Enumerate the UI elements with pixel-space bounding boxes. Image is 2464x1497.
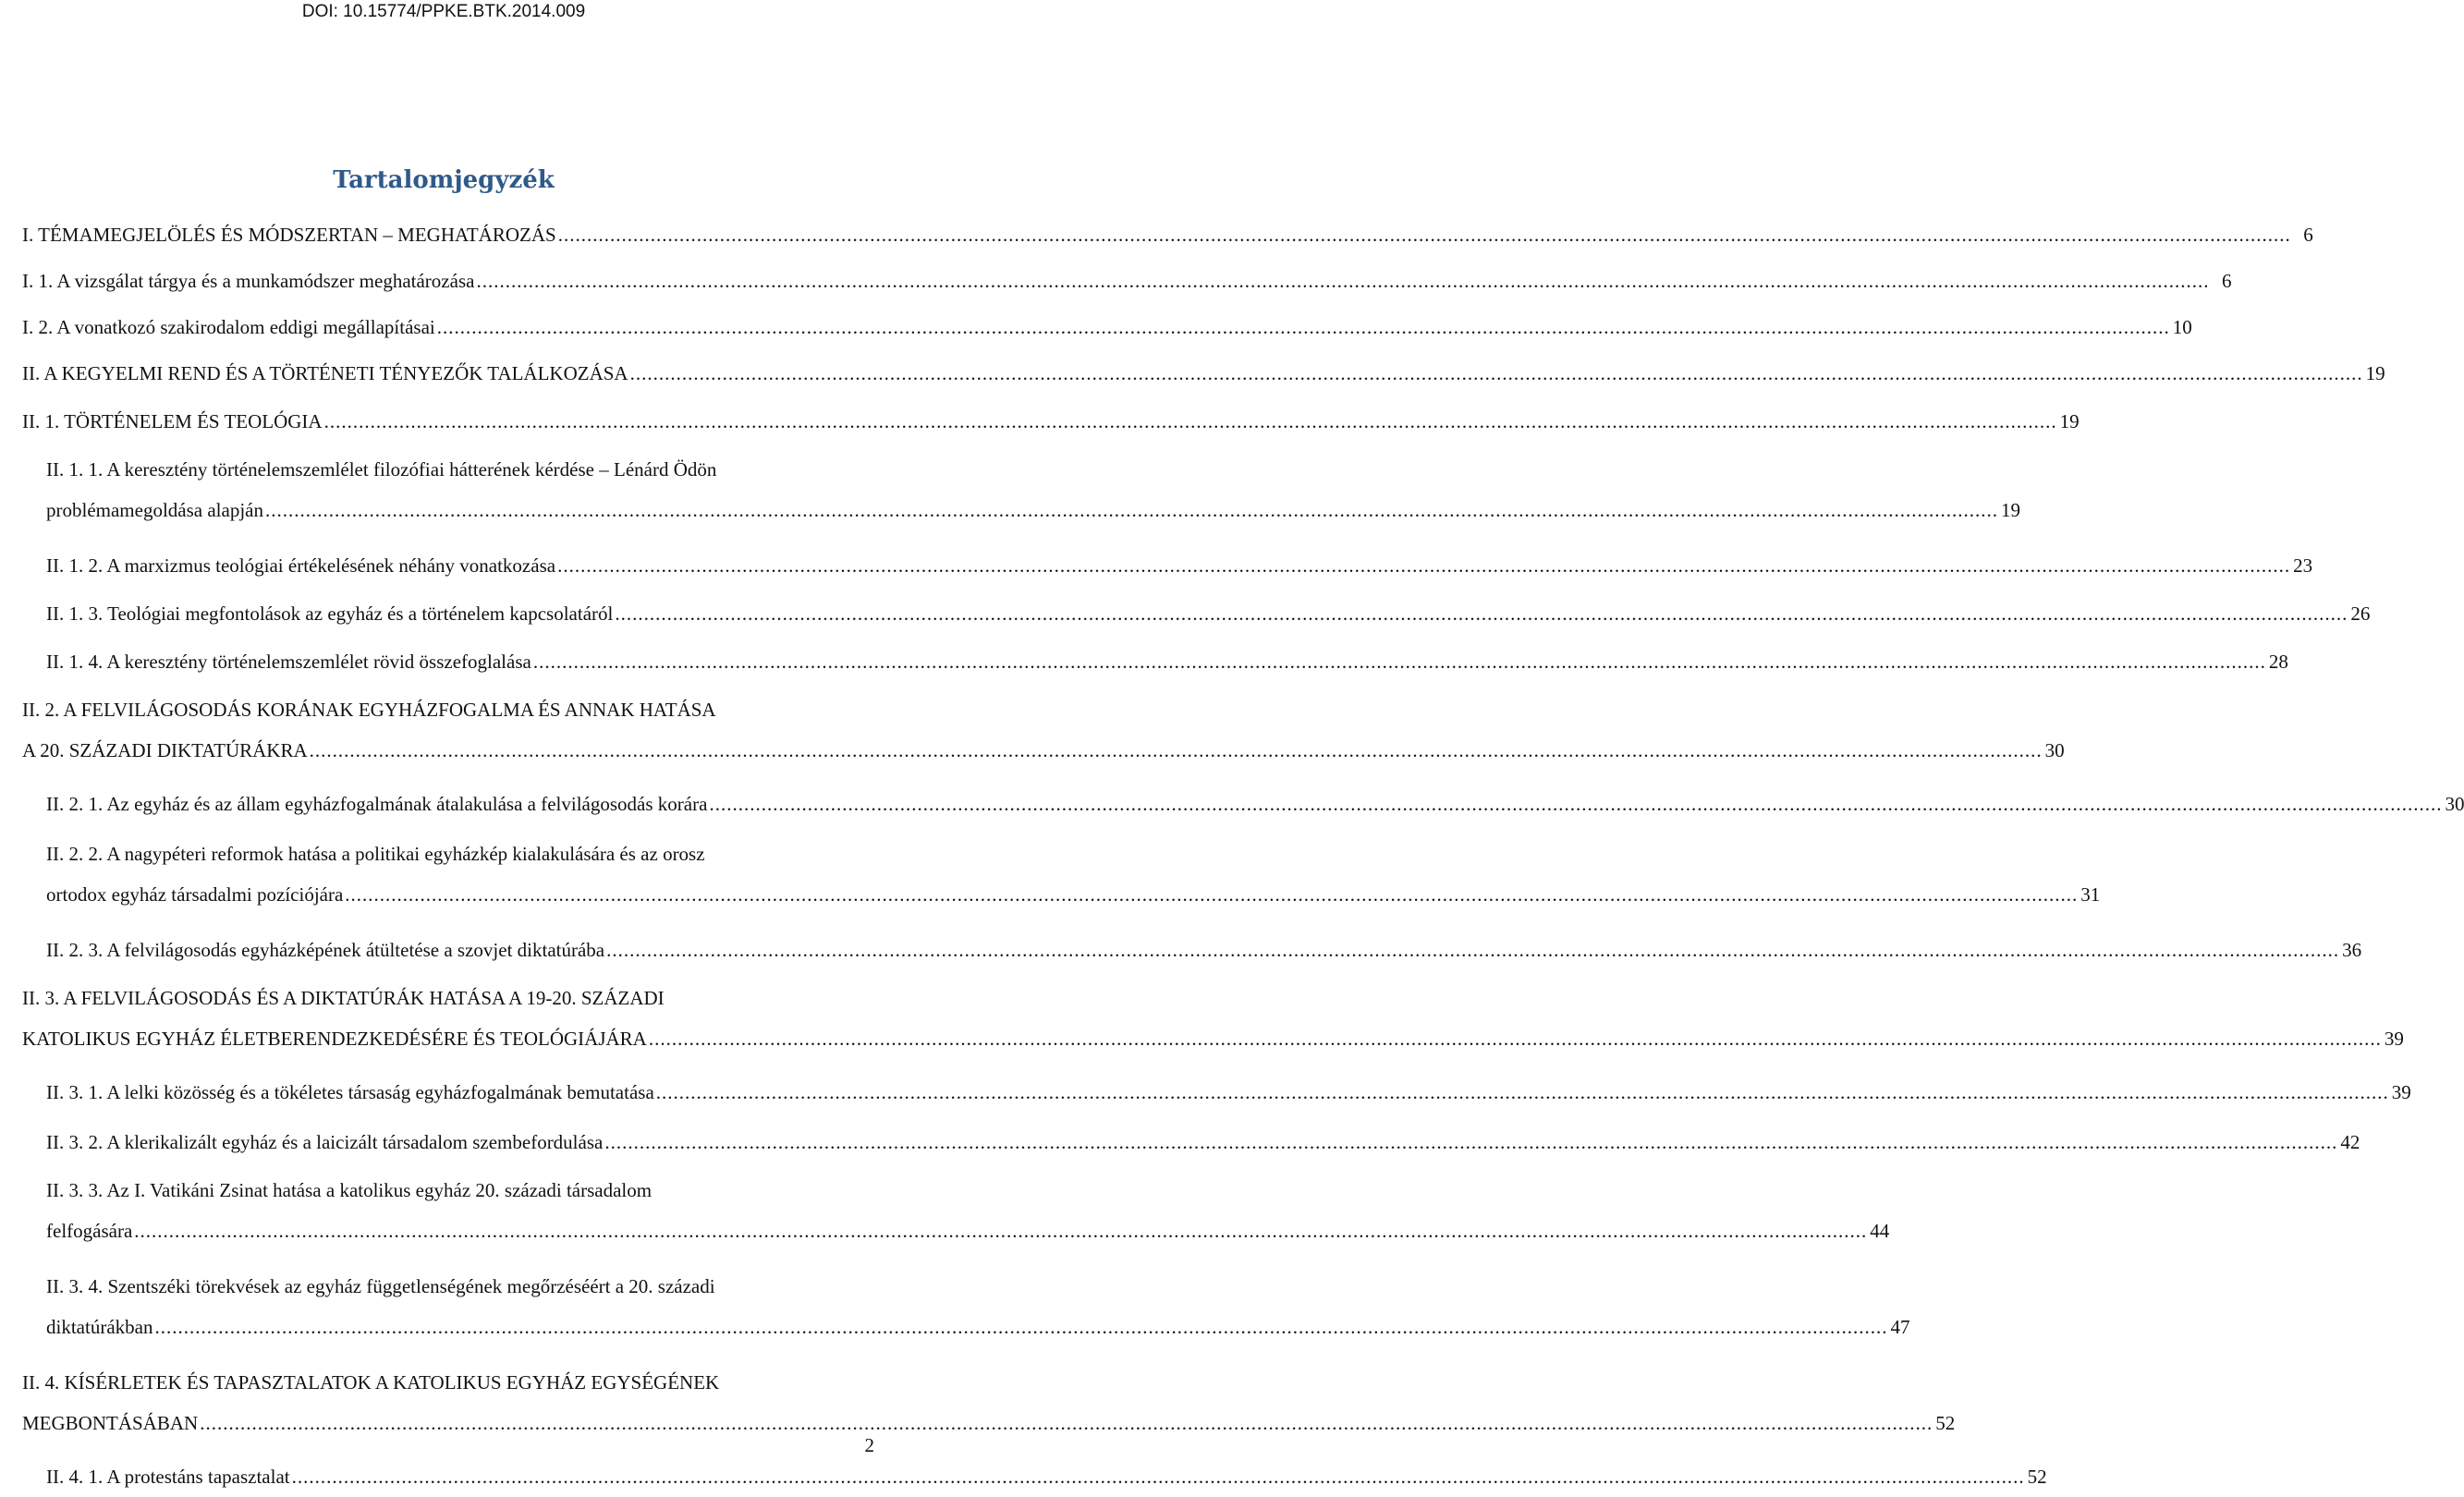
toc-entry[interactable] bbox=[22, 978, 2404, 1059]
toc-leader-dots bbox=[437, 307, 2170, 347]
toc-entry[interactable] bbox=[46, 834, 2101, 915]
toc-entry[interactable] bbox=[46, 930, 2362, 970]
toc-leader-dots bbox=[324, 401, 2057, 442]
doi-header: DOI: 10.15774/PPKE.BTK.2014.009 bbox=[301, 2, 586, 21]
toc-page-number: 31 bbox=[2080, 883, 2101, 906]
toc-entry[interactable] bbox=[22, 353, 2385, 394]
toc-page-number: 28 bbox=[2268, 651, 2288, 673]
toc-leader-dots bbox=[656, 1072, 2389, 1113]
toc-entry-text: diktatúrákban bbox=[46, 1316, 153, 1338]
toc-leader-dots bbox=[154, 1307, 1887, 1347]
toc-entry-text-line1: II. 2. A FELVILÁGOSODÁS KORÁNAK EGYHÁZFOGALMA ÉS ANNAK HATÁSA bbox=[22, 699, 716, 721]
toc-entry[interactable] bbox=[46, 1266, 1910, 1347]
toc-page-number: 19 bbox=[2365, 362, 2385, 384]
toc-leader-dots bbox=[200, 1403, 1933, 1443]
toc-page-number: 52 bbox=[1935, 1412, 1956, 1434]
toc-entry[interactable] bbox=[22, 214, 2313, 255]
toc-entry-text: problémamegoldása alapján bbox=[46, 499, 263, 521]
toc-entry-text: II. A KEGYELMI REND ÉS A TÖRTÉNETI TÉNYEZŐK TALÁLKOZÁSA bbox=[22, 362, 628, 384]
toc-entry-text-line1: II. 1. 1. A keresztény történelemszemlélet filozófiai hátterének kérdése – Lénárd Ödön bbox=[46, 458, 717, 481]
toc-leader-dots bbox=[292, 1456, 2025, 1497]
toc-entry-text: II. 2. 3. A felvilágosodás egyházképének átültetése a szovjet diktatúrába bbox=[46, 939, 605, 961]
toc-page-number: 26 bbox=[2350, 602, 2371, 625]
toc-entry[interactable] bbox=[46, 593, 2371, 634]
toc-entry-text: II. 1. 4. A keresztény történelemszemlélet rövid összefoglalása bbox=[46, 651, 531, 673]
toc-entry[interactable] bbox=[22, 1362, 1956, 1443]
toc-page-number: 52 bbox=[2027, 1466, 2047, 1488]
toc-entry[interactable] bbox=[46, 1072, 2411, 1113]
toc-entry[interactable] bbox=[46, 1456, 2047, 1497]
toc-entry-text: II. 4. 1. A protestáns tapasztalat bbox=[46, 1466, 290, 1488]
toc-entry[interactable] bbox=[46, 1170, 1890, 1251]
toc-leader-dots bbox=[558, 214, 2291, 255]
toc-entry-text: ortodox egyház társadalmi pozíciójára bbox=[46, 883, 344, 906]
toc-entry[interactable] bbox=[46, 784, 2464, 824]
page-number: 2 bbox=[864, 1434, 874, 1456]
toc-entry-text: I. 1. A vizsgálat tárgya és a munkamódszer meghatározása bbox=[22, 270, 475, 292]
toc-entry-text-line1: II. 4. KÍSÉRLETEK ÉS TAPASZTALATOK A KATOLIKUS EGYHÁZ EGYSÉGÉNEK bbox=[22, 1371, 720, 1394]
toc-page-number: 44 bbox=[1870, 1220, 1890, 1242]
toc-leader-dots bbox=[649, 1018, 2382, 1059]
toc-entry-text: I. 2. A vonatkozó szakirodalom eddigi megállapításai bbox=[22, 316, 435, 338]
toc-page-number: 10 bbox=[2172, 316, 2192, 338]
toc-entry[interactable] bbox=[22, 261, 2232, 301]
toc-page-number: 30 bbox=[2445, 793, 2464, 815]
toc-entry-text: II. 1. TÖRTÉNELEM ÉS TEOLÓGIA bbox=[22, 410, 323, 432]
toc-entry-text: II. 3. 1. A lelki közösség és a tökéletes társaság egyházfogalmának bemutatása bbox=[46, 1081, 654, 1103]
toc-entry-text: MEGBONTÁSÁBAN bbox=[22, 1412, 199, 1434]
toc-page-number: 23 bbox=[2293, 554, 2313, 577]
toc-leader-dots bbox=[557, 545, 2290, 586]
toc-entry-text-line1: II. 2. 2. A nagypéteri reformok hatása a politikai egyházkép kialakulására és az orosz bbox=[46, 843, 705, 865]
toc-page-number: 6 bbox=[2303, 224, 2313, 246]
toc-entry[interactable] bbox=[22, 401, 2080, 442]
toc-leader-dots bbox=[265, 490, 1998, 530]
toc-entry-text-line1: II. 3. 4. Szentszéki törekvések az egyház függetlenségének megőrzéséért a 20. századi bbox=[46, 1275, 715, 1297]
toc-entry[interactable] bbox=[22, 689, 2065, 771]
toc-entry[interactable] bbox=[46, 641, 2288, 682]
toc-entry-text: II. 1. 3. Teológiai megfontolások az egyház és a történelem kapcsolatáról bbox=[46, 602, 614, 625]
toc-leader-dots bbox=[476, 261, 2209, 301]
toc-entry-text: II. 3. 2. A klerikalizált egyház és a laicizált társadalom szembefordulása bbox=[46, 1131, 604, 1153]
toc-page-number: 36 bbox=[2342, 939, 2362, 961]
toc-page-number: 47 bbox=[1890, 1316, 1910, 1338]
toc-entry-text: II. 1. 2. A marxizmus teológiai értékelésének néhány vonatkozása bbox=[46, 554, 556, 577]
toc-entry-text: II. 2. 1. Az egyház és az állam egyházfogalmának átalakulása a felvilágosodás korára bbox=[46, 793, 708, 815]
toc-leader-dots bbox=[604, 1122, 2337, 1162]
toc-entry[interactable] bbox=[46, 545, 2313, 586]
toc-page-number: 19 bbox=[2059, 410, 2080, 432]
toc-entry-text: felfogására bbox=[46, 1220, 133, 1242]
toc-leader-dots bbox=[630, 353, 2363, 394]
toc-entry-text: I. TÉMAMEGJELÖLÉS ÉS MÓDSZERTAN – MEGHATÁROZÁS bbox=[22, 224, 556, 246]
toc-page-number: 30 bbox=[2044, 739, 2065, 761]
toc-entry[interactable] bbox=[22, 307, 2192, 347]
toc-entry-text-line1: II. 3. 3. Az I. Vatikáni Zsinat hatása a katolikus egyház 20. századi társadalom bbox=[46, 1179, 653, 1201]
toc-page-number: 19 bbox=[2001, 499, 2020, 521]
toc-leader-dots bbox=[134, 1211, 1867, 1251]
toc-entry-text-line1: II. 3. A FELVILÁGOSODÁS ÉS A DIKTATÚRÁK HATÁSA A 19-20. SZÁZADI bbox=[22, 987, 665, 1009]
page-title: Tartalomjegyzék bbox=[333, 166, 555, 194]
toc-leader-dots bbox=[615, 593, 2348, 634]
toc-leader-dots bbox=[606, 930, 2339, 970]
toc-leader-dots bbox=[310, 730, 2043, 771]
toc-page-number: 39 bbox=[2384, 1028, 2404, 1050]
toc-leader-dots bbox=[709, 784, 2442, 824]
toc-entry-text: KATOLIKUS EGYHÁZ ÉLETBERENDEZKEDÉSÉRE ÉS TEOLÓGIÁJÁRA bbox=[22, 1028, 647, 1050]
toc-leader-dots bbox=[345, 874, 2078, 915]
toc-entry[interactable] bbox=[46, 1122, 2360, 1162]
toc-entry[interactable] bbox=[46, 449, 2020, 530]
toc-page-number: 42 bbox=[2340, 1131, 2360, 1153]
toc-leader-dots bbox=[533, 641, 2266, 682]
toc-page-number: 6 bbox=[2221, 270, 2232, 292]
toc-page-number: 39 bbox=[2391, 1081, 2411, 1103]
toc-entry-text: A 20. SZÁZADI DIKTATÚRÁKRA bbox=[22, 739, 308, 761]
